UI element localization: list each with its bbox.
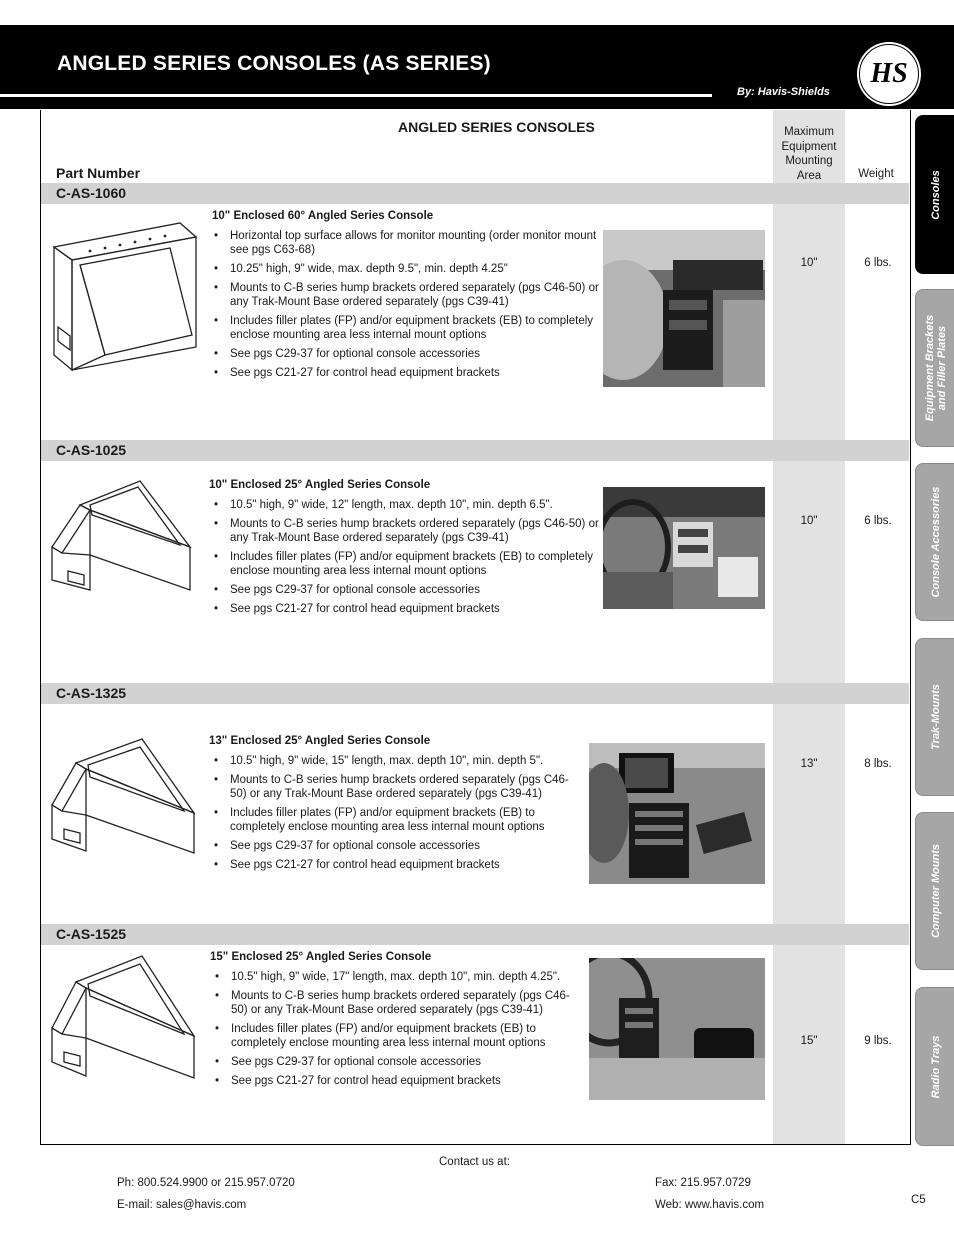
header-rule: [0, 94, 712, 97]
tab-label: Radio Trays: [929, 1035, 942, 1098]
byline: By: Havis-Shields: [737, 86, 830, 98]
product-title: 13" Enclosed 25° Angled Series Console: [209, 735, 431, 747]
part-number: C-AS-1025: [56, 442, 127, 458]
max-area-value: 10": [800, 257, 818, 269]
tab-label: Trak-Mounts: [929, 684, 942, 750]
tab-label: Consoles: [929, 169, 942, 220]
page-number: C5: [911, 1194, 926, 1206]
feature-item: • See pgs C29-37 for optional console accessories: [212, 583, 600, 597]
product-title: 10" Enclosed 25° Angled Series Console: [209, 479, 431, 491]
part-row-band: [41, 924, 909, 945]
feature-item: • See pgs C29-37 for optional console accessories: [212, 839, 582, 853]
tab-console-accessories[interactable]: [915, 463, 954, 621]
fax-number: Fax: 215.957.0729: [655, 1177, 751, 1189]
console-drawing: [50, 215, 200, 375]
logo-monogram: HS: [859, 44, 919, 104]
tab-equipment-brackets[interactable]: [915, 289, 954, 447]
max-area-value: 13": [800, 758, 818, 770]
feature-item: • Includes filler plates (FP) and/or equipment brackets (EB) to completely enclose mounting area less internal mount options: [212, 550, 600, 578]
product-title: 10" Enclosed 60° Angled Series Console: [212, 210, 434, 222]
weight-value: 9 lbs.: [864, 1035, 892, 1047]
product-features: [212, 229, 600, 385]
feature-item: • 10.5" high, 9" wide, 15" length, max. depth 10", min. depth 5".: [212, 754, 582, 768]
tab-trak-mounts[interactable]: [915, 638, 954, 796]
table-title: ANGLED SERIES CONSOLES: [398, 119, 595, 135]
max-area-value: 15": [800, 1035, 818, 1047]
part-number: C-AS-1525: [56, 926, 127, 942]
weight-value: 8 lbs.: [864, 758, 892, 770]
tab-label: Computer Mounts: [929, 843, 942, 939]
feature-item: • See pgs C29-37 for optional console accessories: [212, 347, 600, 361]
installation-photo: [589, 743, 765, 884]
feature-item: • 10.25" high, 9" wide, max. depth 9.5", min. depth 4.25": [212, 262, 600, 276]
tab-consoles[interactable]: [915, 115, 954, 274]
installation-photo: [603, 230, 765, 387]
part-number-header: Part Number: [56, 165, 141, 181]
havis-shields-logo: [857, 42, 921, 106]
part-row-band: [41, 183, 909, 204]
feature-item: • Includes filler plates (FP) and/or equipment brackets (EB) to completely enclose mounting area less internal mount options: [213, 1022, 585, 1050]
phone-number: Ph: 800.524.9900 or 215.957.0720: [117, 1177, 295, 1189]
part-row-band: [41, 683, 909, 704]
feature-item: • Mounts to C-B series hump brackets ordered separately (pgs C46-50) or any Trak-Mount Base ordered separately (pgs C39-41): [212, 773, 582, 801]
tab-computer-mounts[interactable]: [915, 812, 954, 970]
product-features: [212, 754, 582, 877]
product-features: [212, 498, 600, 621]
feature-item: • 10.5" high, 9" wide, 17" length, max. depth 10", min. depth 4.25".: [213, 970, 585, 984]
tab-radio-trays[interactable]: [915, 987, 954, 1146]
feature-item: • Mounts to C-B series hump brackets ordered separately (pgs C46-50) or any Trak-Mount Base ordered separately (pgs C39-41): [212, 517, 600, 545]
weight-value: 6 lbs.: [864, 257, 892, 269]
feature-item: • Mounts to C-B series hump brackets ordered separately (pgs C46-50) or any Trak-Mount Base ordered separately (pgs C39-41): [213, 989, 585, 1017]
tab-label: Equipment Brackets and Filler Plates: [923, 314, 948, 422]
feature-item: • See pgs C21-27 for control head equipment brackets: [212, 858, 582, 872]
page-title: ANGLED SERIES CONSOLES (AS SERIES): [57, 52, 491, 75]
product-features: [213, 970, 585, 1093]
feature-item: • Includes filler plates (FP) and/or equipment brackets (EB) to completely enclose mounting area less internal mount options: [212, 806, 582, 834]
feature-item: • Mounts to C-B series hump brackets ordered separately (pgs C46-50) or any Trak-Mount Base ordered separately (pgs C39-41): [212, 281, 600, 309]
max-area-value: 10": [800, 515, 818, 527]
part-row-band: [41, 440, 909, 461]
weight-value: 6 lbs.: [864, 515, 892, 527]
website: Web: www.havis.com: [655, 1199, 765, 1211]
console-drawing: [50, 475, 195, 595]
part-number: C-AS-1060: [56, 185, 127, 201]
installation-photo: [603, 487, 765, 609]
product-title: 15" Enclosed 25° Angled Series Console: [210, 951, 432, 963]
feature-item: • See pgs C21-27 for control head equipment brackets: [213, 1074, 585, 1088]
console-drawing: [50, 952, 195, 1087]
feature-item: • 10.5" high, 9" wide, 12" length, max. depth 10", min. depth 6.5".: [212, 498, 600, 512]
max-area-header: Maximum Equipment Mounting Area: [781, 126, 837, 182]
feature-item: • Horizontal top surface allows for monitor mounting (order monitor mount see pgs C63-68): [212, 229, 600, 257]
part-number: C-AS-1325: [56, 685, 127, 701]
feature-item: • See pgs C21-27 for control head equipment brackets: [212, 366, 600, 380]
feature-item: • See pgs C29-37 for optional console accessories: [213, 1055, 585, 1069]
contact-label: Contact us at:: [439, 1156, 510, 1168]
tab-label: Console Accessories: [929, 486, 942, 598]
feature-item: • See pgs C21-27 for control head equipment brackets: [212, 602, 600, 616]
console-drawing: [50, 735, 195, 860]
installation-photo: [589, 958, 765, 1100]
email-address: E-mail: sales@havis.com: [117, 1199, 247, 1211]
feature-item: • Includes filler plates (FP) and/or equipment brackets (EB) to completely enclose mounting area less internal mount options: [212, 314, 600, 342]
weight-header: Weight: [858, 168, 894, 180]
